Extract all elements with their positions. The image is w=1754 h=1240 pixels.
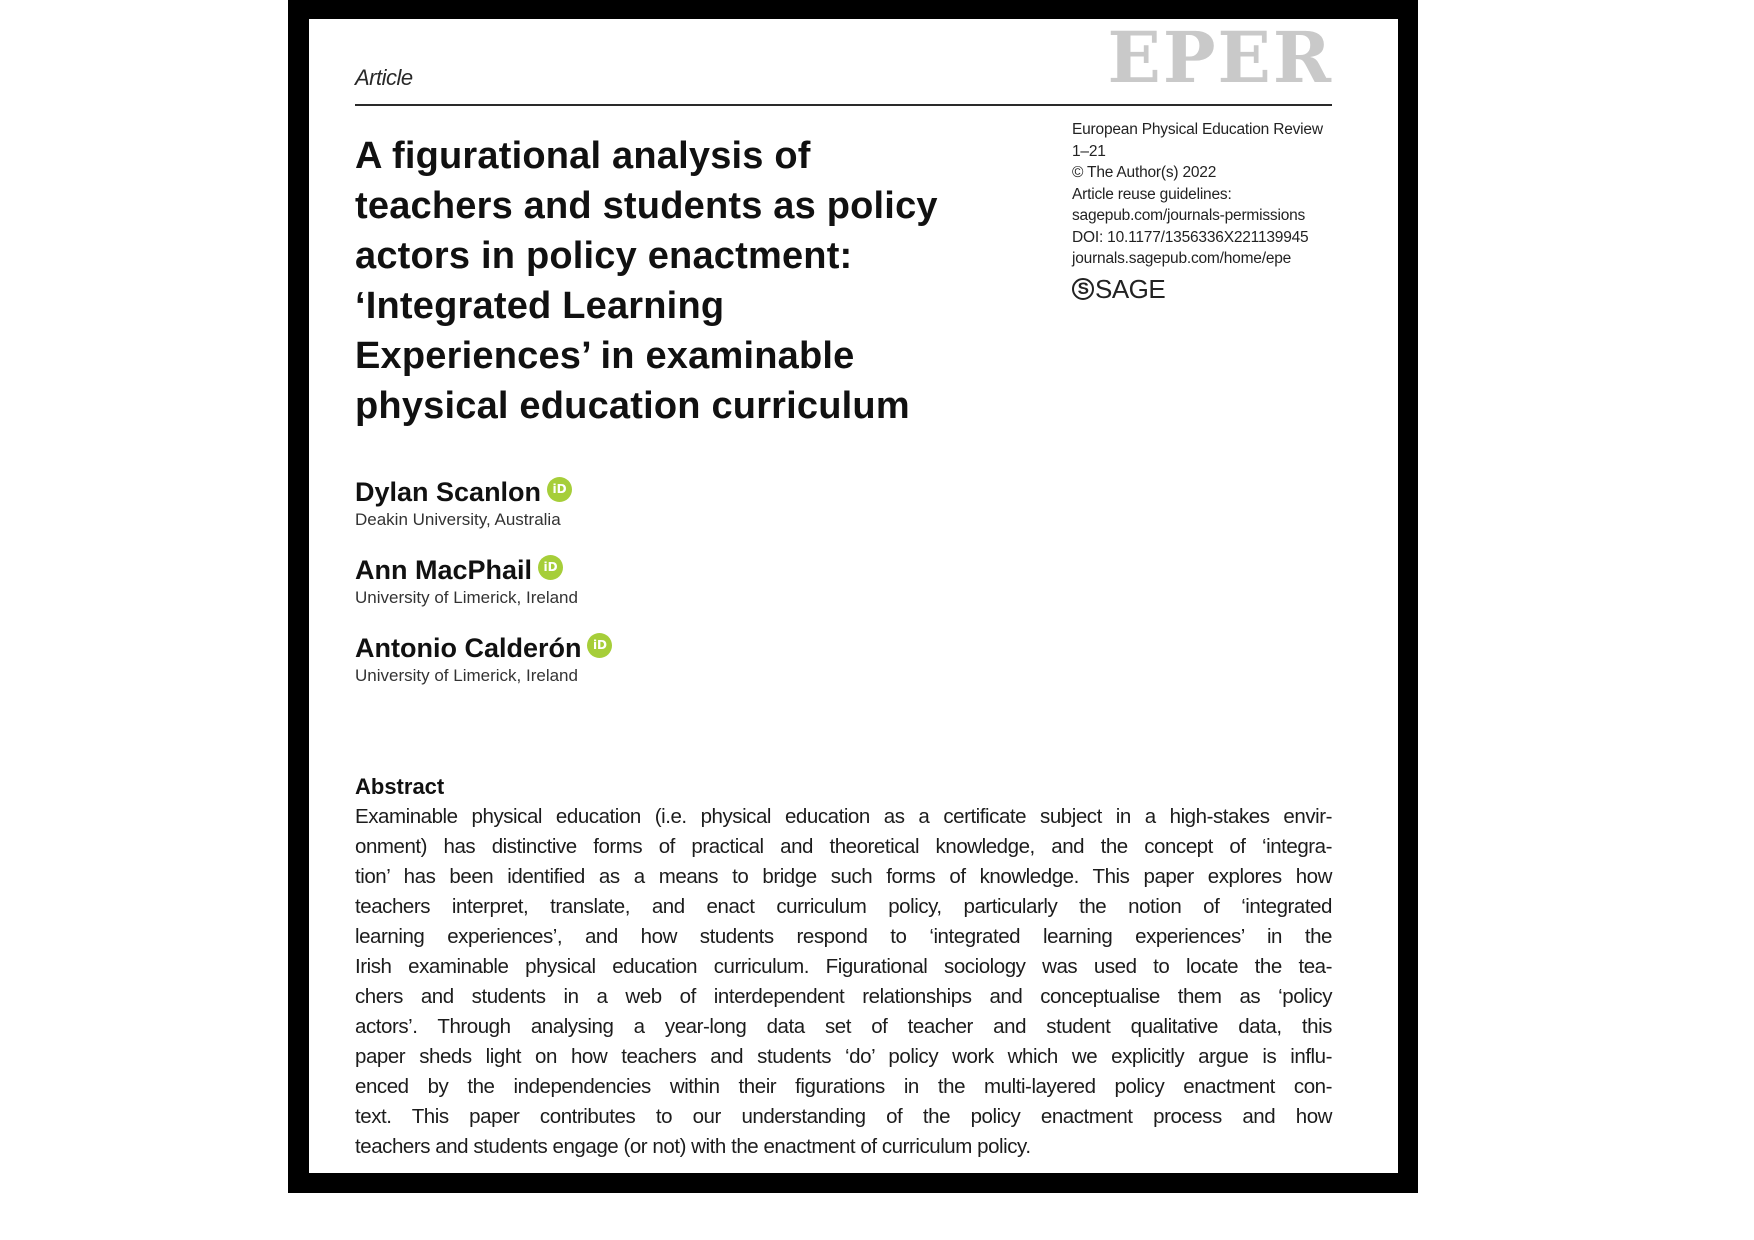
abstract-line: learning experiences’, and how students respond to ‘integrated learning experiences’ in the [355,925,1332,948]
copyright: © The Author(s) 2022 [1072,164,1217,181]
article-type-label: Article [355,65,413,90]
orcid-icon[interactable]: iD [547,477,572,502]
publisher-name: SAGE [1095,273,1166,304]
author-name: Antonio Calderón [355,633,582,663]
author-name-row [355,477,855,507]
permissions-link[interactable]: sagepub.com/journals-permissions [1072,207,1306,224]
article-page [309,16,1398,1173]
author-affiliation: University of Limerick, Ireland [355,666,578,685]
abstract-line: tion’ has been identified as a means to bridge such forms of knowledge. This paper explores how [355,865,1332,888]
abstract-line: teachers interpret, translate, and enact curriculum policy, particularly the notion of ‘integrated [355,895,1332,918]
abstract-line: chers and students in a web of interdependent relationships and conceptualise them as ‘policy [355,985,1332,1008]
publisher-logo [1072,274,1342,304]
abstract-heading: Abstract [355,774,445,799]
abstract-line: enced by the independencies within their figurations in the multi-layered policy enactment con- [355,1075,1332,1098]
author-affiliation: University of Limerick, Ireland [355,588,578,607]
journal-name: European Physical Education Review [1072,121,1323,138]
abstract-line: actors’. Through analysing a year-long data set of teacher and student qualitative data, this [355,1015,1332,1038]
title-line: A figurational analysis of [355,135,811,177]
abstract-line: text. This paper contributes to our understanding of the policy enactment process and how [355,1105,1332,1128]
orcid-icon[interactable]: iD [538,555,563,580]
abstract-line: onment) has distinctive forms of practical and theoretical knowledge, and the concept of ‘integra- [355,835,1332,858]
abstract-line: teachers and students engage (or not) with the enactment of curriculum policy. [355,1135,1031,1158]
reuse-label: Article reuse guidelines: [1072,185,1232,203]
author-list [355,477,855,711]
doi[interactable]: DOI: 10.1177/1356336X221139945 [1072,228,1309,246]
author [355,633,855,687]
author [355,477,855,531]
journal-link[interactable]: journals.sagepub.com/home/epe [1072,250,1292,267]
orcid-icon[interactable]: iD [587,633,612,658]
journal-meta [1072,119,1342,304]
title-line: teachers and students as policy [355,185,938,227]
author-name: Ann MacPhail [355,555,533,585]
abstract-line: paper sheds light on how teachers and students ‘do’ policy work which we explicitly argue is influ- [355,1045,1332,1068]
header-rule [355,104,1332,106]
article-title [355,131,1005,431]
title-line: physical education curriculum [355,385,910,427]
abstract-line: Examinable physical education (i.e. physical education as a certificate subject in a high-stakes envir- [355,805,1332,828]
page-range: 1–21 [1072,142,1106,160]
title-line: ‘Integrated Learning [355,285,725,327]
abstract-body [355,802,1332,1162]
sage-s-icon: S [1072,278,1094,300]
author-name: Dylan Scanlon [355,477,542,507]
journal-logo: EPER [1107,16,1333,99]
author-name-row [355,555,855,585]
author-affiliation: Deakin University, Australia [355,510,561,529]
title-line: Experiences’ in examinable [355,335,855,377]
title-line: actors in policy enactment: [355,235,853,277]
abstract-line: Irish examinable physical education curriculum. Figurational sociology was used to locate the tea- [355,955,1332,978]
author [355,555,855,609]
author-name-row [355,633,855,663]
abstract-section [355,774,1332,1162]
